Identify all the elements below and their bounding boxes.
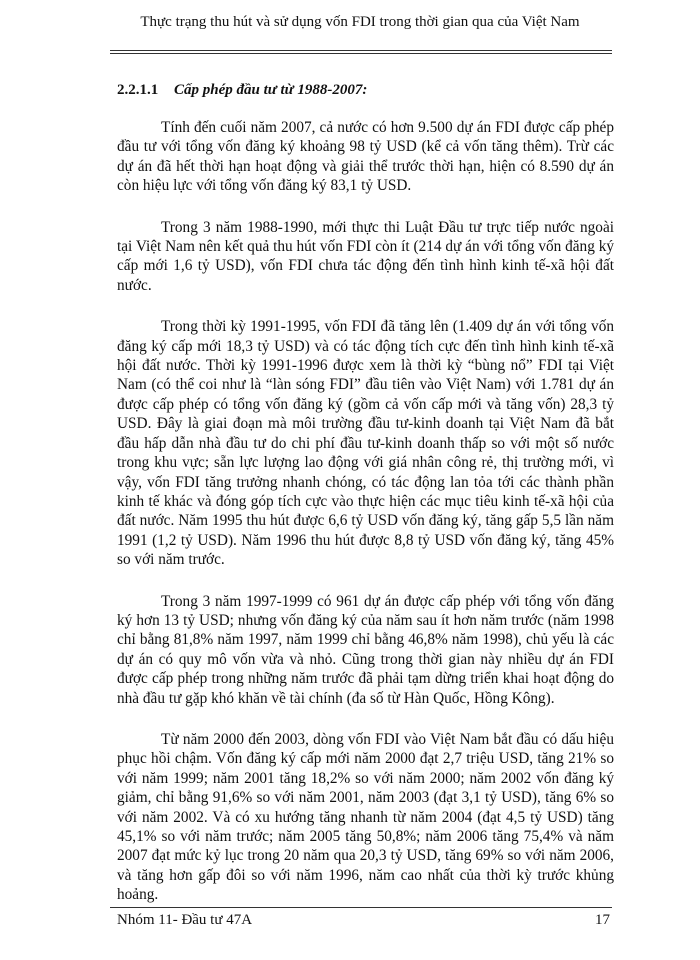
paragraph-1: Tính đến cuối năm 2007, cả nước có hơn 9.500 dự án FDI được cấp phép đầu tư với tổng vốn đăng ký khoảng 98 tỷ USD (kể cả vốn tăng thêm). Trừ các dự án đã hết thời hạn hoạt động và giải thể trước thời hạn, hiện có 8.590 dự án còn hiệu lực với tổng vốn đăng ký 83,1 tỷ USD. <box>117 119 614 195</box>
body-content <box>117 118 614 927</box>
paragraph-2: Trong 3 năm 1988-1990, mới thực thi Luật Đầu tư trực tiếp nước ngoài tại Việt Nam nên kết quả thu hút vốn FDI còn ít (214 dự án với tổng vốn đăng ký cấp mới 1,6 tỷ USD), vốn FDI chưa tác động đến tình hình kinh tế-xã hội đất nước. <box>117 218 614 294</box>
footer-group-label: Nhóm 11- Đầu tư 47A <box>117 912 253 928</box>
section-title: Cấp phép đầu tư từ 1988-2007: <box>174 82 368 98</box>
page-header-title: Thực trạng thu hút và sử dụng vốn FDI trong thời gian qua của Việt Nam <box>140 14 580 30</box>
header-rule <box>110 50 612 51</box>
paragraph-3: Trong thời kỳ 1991-1995, vốn FDI đã tăng lên (1.409 dự án với tổng vốn đăng ký cấp mới 18,3 tỷ USD) và có tác động tích cực đến tình hình kinh tế-xã hội đất nước. Thời kỳ 1991-1996 được xem là thời kỳ “bùng nổ” FDI tại Việt Nam (có thể coi như là “làn sóng FDI” đầu tiên vào Việt Nam) với 1.781 dự án được cấp phép có tổng vốn đăng ký (gồm cả vốn cấp mới và tăng vốn) 28,3 tỷ USD. Đây là giai đoạn mà môi trường đầu tư-kinh doanh tại Việt Nam đã bắt đầu hấp dẫn nhà đầu tư do chi phí đầu tư-kinh doanh thấp so với một số nước trong khu vực; sẵn lực lượng lao động với giá nhân công rẻ, thị trường mới, vì vậy, vốn FDI tăng trưởng nhanh chóng, có tác động lan tỏa tới các thành phần kinh tế khác và đóng góp tích cực vào thực hiện các mục tiêu kinh tế-xã hội của đất nước. Năm 1995 thu hút được 6,6 tỷ USD vốn đăng ký, tăng gấp 5,5 lần năm 1991 (1,2 tỷ USD). Năm 1996 thu hút được 8,8 tỷ USD vốn đăng ký, tăng 45% so với năm trước. <box>117 318 614 569</box>
header-rule-double <box>110 53 612 54</box>
page-number: 17 <box>595 912 610 928</box>
section-number: 2.2.1.1 <box>117 82 159 98</box>
section-heading <box>117 82 367 99</box>
footer-rule <box>110 907 612 908</box>
paragraph-4: Trong 3 năm 1997-1999 có 961 dự án được cấp phép với tổng vốn đăng ký hơn 13 tỷ USD; nhưng vốn đăng ký của năm sau ít hơn năm trước (năm 1998 chỉ bằng 81,8% năm 1997, năm 1999 chỉ bằng 46,8% năm 1998), chủ yếu là các dự án có quy mô vốn vừa và nhỏ. Cũng trong thời gian này nhiều dự án FDI được cấp phép trong những năm trước đã phải tạm dừng triển khai hoạt động do nhà đầu tư gặp khó khăn về tài chính (đa số từ Hàn Quốc, Hồng Kông). <box>117 592 614 707</box>
paragraph-5: Từ năm 2000 đến 2003, dòng vốn FDI vào Việt Nam bắt đầu có dấu hiệu phục hồi chậm. Vốn đăng ký cấp mới năm 2000 đạt 2,7 triệu USD, tăng 21% so với năm 1999; năm 2001 tăng 18,2% so với năm 2000; năm 2002 vốn đăng ký giảm, chỉ bằng 91,6% so với năm 2001, năm 2003 (đạt 3,1 tỷ USD), tăng 6% so với năm 2002. Và có xu hướng tăng nhanh từ năm 2004 (đạt 4,5 tỷ USD) tăng 45,1% so với năm trước; năm 2005 tăng 50,8%; năm 2006 tăng 75,4% và năm 2007 đạt mức kỷ lục trong 20 năm qua 20,3 tỷ USD, tăng 69% so với năm 2006, và tăng hơn gấp đôi so với năm 1996, năm cao nhất của thời kỳ trước khủng hoảng. <box>117 730 614 904</box>
